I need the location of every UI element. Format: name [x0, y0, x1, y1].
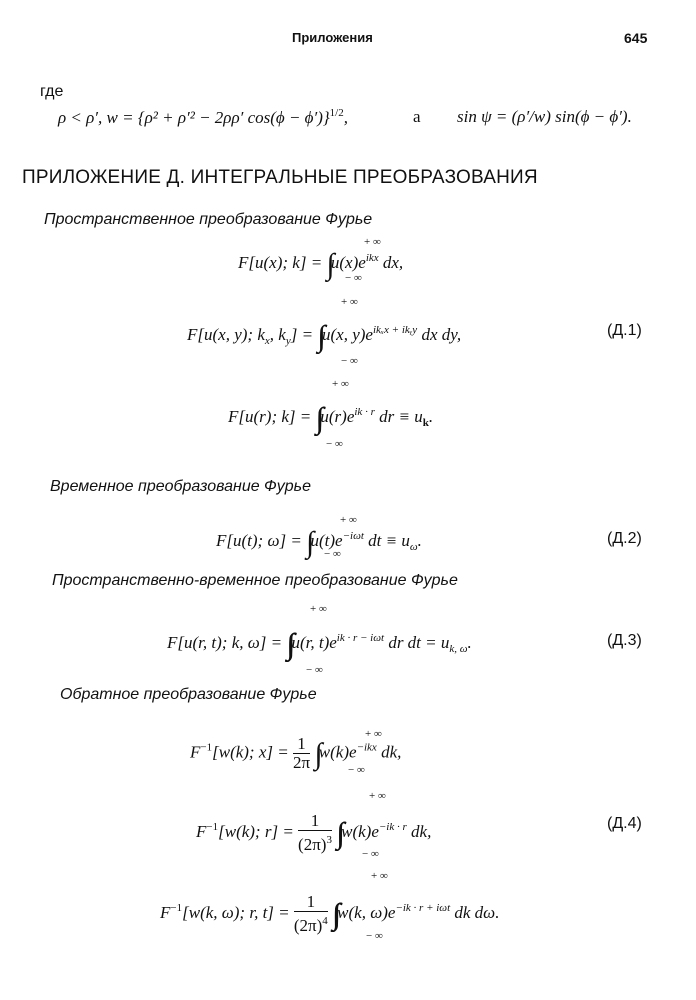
appendix-title: ПРИЛОЖЕНИЕ Д. ИНТЕГРАЛЬНЫЕ ПРЕОБРАЗОВАНИЯ — [22, 167, 538, 188]
w-exponent: 1/2 — [329, 107, 344, 119]
eq-s2-lhs: F[u(x, y); k — [187, 325, 265, 344]
eq-t1-body: u(t)e — [310, 531, 343, 550]
section-inverse-fourier: Обратное преобразование Фурье — [60, 686, 317, 703]
quadruple-integral-icon: ∫∫∫∫ — [286, 628, 288, 661]
eq-s3-body: u(r)e — [320, 407, 355, 426]
equation-number-d2: (Д.2) — [607, 530, 642, 547]
eq-s2-lhs-mid: , k — [269, 325, 286, 344]
eq-s1-exponent: ikx — [365, 252, 379, 264]
eq-i3-tail: dk dω. — [450, 902, 500, 922]
equation-number-d1: (Д.1) — [607, 322, 642, 339]
eq-t1-tail: dt ≡ u — [363, 531, 410, 550]
equation-spatial-1d — [238, 248, 403, 282]
sin-psi-formula: sin ψ = (ρ′/w) sin(ϕ − ϕ′). — [457, 107, 632, 126]
eq-t1-upper-limit: + ∞ — [340, 514, 357, 526]
eq-i1-denominator: 2π — [292, 753, 311, 772]
eq-i1-lhs: F — [190, 742, 201, 762]
eq-s1-lower-limit: − ∞ — [345, 272, 362, 284]
where-word: где — [40, 83, 64, 100]
eq-s2-sub-x: x — [264, 335, 270, 347]
eq-s3-sub: k — [422, 417, 429, 429]
condition-formula — [58, 107, 348, 128]
eq-i2-lhs-rest: [w(k); r] = — [218, 821, 294, 841]
eq-i3-lhs-exp: −1 — [170, 901, 183, 914]
eq-t1-sub: ω — [409, 541, 418, 553]
eq-i2-denominator: (2π) — [298, 835, 327, 854]
eq-st-body: u(r, t)e — [291, 633, 337, 652]
eq-i1-tail: dk, — [376, 742, 402, 762]
eq-i1-lower-limit: − ∞ — [348, 764, 365, 776]
conjunction-a: a — [413, 107, 421, 126]
eq-i2-lhs: F — [196, 821, 207, 841]
eq-i3-denominator: (2π) — [293, 916, 323, 935]
w-definition: w = {ρ² + ρ′² − 2ρρ′ cos(ϕ − ϕ′)} — [106, 108, 330, 127]
eq-st-upper-limit: + ∞ — [310, 603, 327, 615]
eq-s3-upper-limit: + ∞ — [332, 378, 349, 390]
eq-st-end: . — [467, 633, 472, 652]
eq-i1-body: w(k)e — [318, 742, 357, 762]
equation-inverse-4d — [160, 893, 499, 935]
eq-i3-upper-limit: + ∞ — [371, 870, 388, 882]
w-definition-end: , — [343, 108, 348, 127]
page-number: 645 — [624, 30, 648, 46]
fraction-1-over-2pi-fourth — [294, 893, 328, 935]
equation-inverse-3d — [196, 812, 431, 854]
running-header-title: Приложения — [292, 30, 373, 45]
eq-st-sub: k, ω — [449, 643, 468, 655]
eq-i3-denominator-exp: 4 — [322, 915, 328, 927]
eq-i3-lhs: F — [160, 902, 171, 922]
eq-st-exponent: ik · r − iωt — [336, 632, 385, 644]
equation-temporal — [216, 526, 422, 560]
fraction-1-over-2pi — [293, 735, 310, 772]
eq-i1-lhs-rest: [w(k); x] = — [212, 742, 289, 762]
eq-s2-upper-limit: + ∞ — [341, 296, 358, 308]
eq-i1-upper-limit: + ∞ — [365, 728, 382, 740]
eq-s2-tail: dx dy, — [417, 325, 462, 344]
eq-s3-tail: dr ≡ u — [374, 407, 423, 426]
eq-i2-tail: dk, — [406, 821, 432, 841]
eq-s1-tail: dx, — [378, 253, 404, 272]
eq-i2-numerator: 1 — [298, 812, 332, 831]
eq-s2-exponent: ikₓx + ikᵧy — [372, 324, 418, 336]
eq-i2-upper-limit: + ∞ — [369, 790, 386, 802]
eq-t1-exponent: −iωt — [342, 530, 364, 542]
quadruple-integral-icon: ∫∫∫∫ — [332, 897, 333, 931]
eq-s2-lhs-end: ] = — [290, 325, 314, 344]
eq-s3-lhs: F[u(r); k] = — [228, 407, 312, 426]
eq-st-tail: dr dt = u — [384, 633, 450, 652]
eq-s2-body: u(x, y)e — [321, 325, 373, 344]
eq-i3-lhs-rest: [w(k, ω); r, t] = — [182, 902, 290, 922]
equation-spatial-3d — [228, 402, 433, 436]
eq-t1-lower-limit: − ∞ — [324, 548, 341, 560]
eq-i2-body: w(k)e — [341, 821, 379, 841]
equation-inverse-1d — [190, 735, 401, 772]
eq-s1-body: u(x)e — [330, 253, 366, 272]
eq-s1-lhs: F[u(x); k] = — [238, 253, 323, 272]
fraction-1-over-2pi-cubed — [298, 812, 332, 854]
eq-i3-numerator: 1 — [294, 893, 328, 912]
eq-i3-body: w(k, ω)e — [337, 902, 396, 922]
eq-t1-end: . — [417, 531, 422, 550]
equation-spatial-2d — [187, 320, 461, 354]
eq-s3-exponent: ik · r — [354, 406, 375, 418]
eq-s1-upper-limit: + ∞ — [364, 236, 381, 248]
eq-i2-exponent: −ik · r — [378, 820, 407, 833]
eq-s2-sub-y: y — [285, 335, 291, 347]
eq-st-lhs: F[u(r, t); k, ω] = — [167, 633, 283, 652]
eq-i1-numerator: 1 — [293, 735, 310, 754]
section-temporal-fourier: Временное преобразование Фурье — [50, 478, 311, 495]
eq-i2-denominator-exp: 3 — [326, 834, 332, 846]
triple-integral-icon: ∫∫∫ — [315, 402, 317, 435]
section-spatial-fourier: Пространственное преобразование Фурье — [44, 211, 373, 228]
equation-number-d3: (Д.3) — [607, 632, 642, 649]
eq-i2-lhs-exp: −1 — [206, 820, 219, 833]
eq-s3-lower-limit: − ∞ — [326, 438, 343, 450]
section-spacetime-fourier: Пространственно-временное преобразование Фурье — [52, 572, 458, 589]
eq-i3-lower-limit: − ∞ — [366, 930, 383, 942]
eq-st-lower-limit: − ∞ — [306, 664, 323, 676]
eq-i1-lhs-exp: −1 — [200, 741, 213, 754]
equation-spacetime — [167, 628, 472, 662]
eq-t1-lhs: F[u(t); ω] = — [216, 531, 302, 550]
equation-number-d4: (Д.4) — [607, 815, 642, 832]
eq-i3-exponent: −ik · r + iωt — [395, 901, 451, 914]
rho-condition: ρ < ρ′, — [58, 108, 103, 127]
eq-s2-lower-limit: − ∞ — [341, 355, 358, 367]
eq-i2-lower-limit: − ∞ — [362, 848, 379, 860]
eq-s3-end: . — [428, 407, 434, 426]
triple-integral-icon: ∫∫∫ — [336, 816, 337, 850]
eq-i1-exponent: −ikx — [356, 741, 377, 754]
